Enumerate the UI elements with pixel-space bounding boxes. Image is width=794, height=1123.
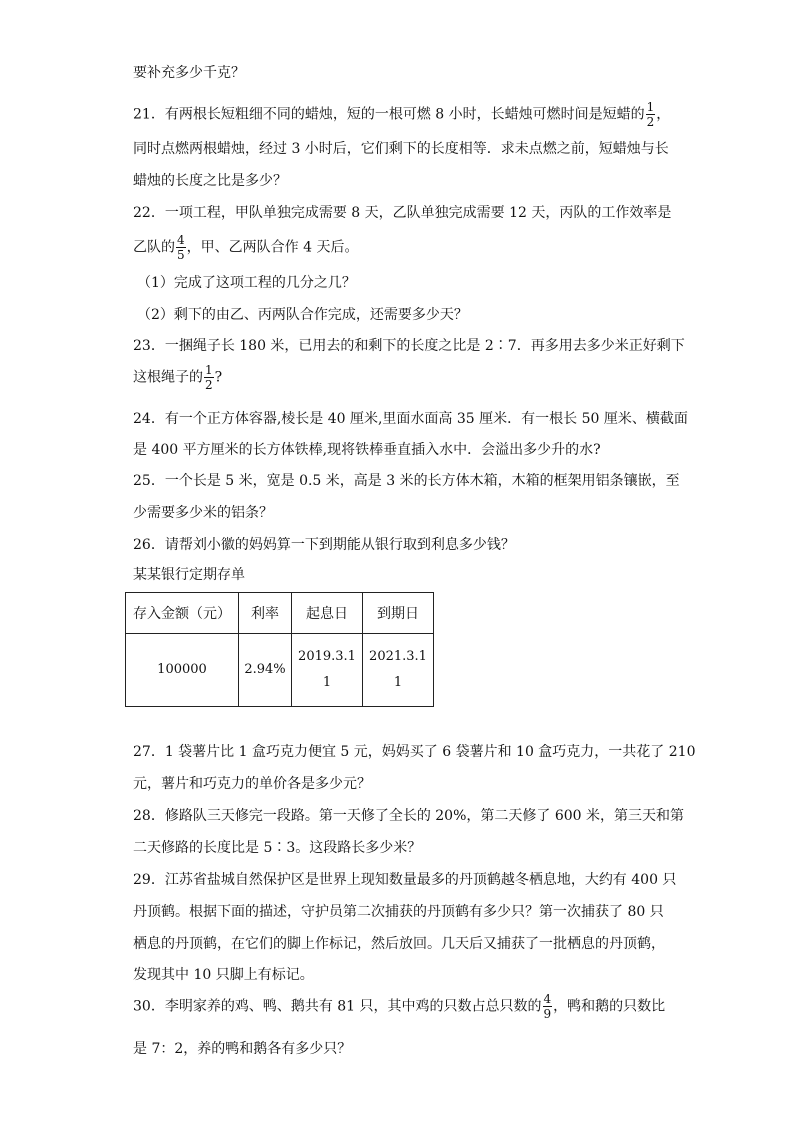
header-end-date: 到期日 — [363, 593, 434, 634]
question-24-line-1: 24．有一个正方体容器,棱长是 40 厘米,里面水面高 35 厘米．有一根长 50 厘米、横截面 — [133, 411, 688, 427]
question-26-line-1: 26．请帮刘小徽的妈妈算一下到期能从银行取到利息多少钱？ — [133, 537, 515, 553]
fraction-four-ninths: $\frac{4}{9}$ — [543, 992, 552, 1021]
fraction-four-fifths: $\frac{4}{5}$ — [177, 233, 185, 262]
deposit-table — [125, 592, 434, 707]
question-23-line-2: 这根绳子的 $\frac{1}{2}$ ? — [133, 363, 223, 392]
cell-amount: 100000 — [126, 634, 239, 707]
header-amount: 存入金额（元） — [126, 593, 239, 634]
question-28-line-2: 二天修路的长度比是 5∶3。这段路长多少米？ — [133, 840, 422, 856]
question-30-line-2: 是 7：2，养的鸭和鹅各有多少只？ — [133, 1041, 352, 1057]
question-20-tail: 要补充多少千克？ — [133, 65, 245, 81]
deposit-slip-caption: 某某银行定期存单 — [133, 567, 245, 583]
cell-start-date: 2019.3.1 1 — [292, 634, 363, 707]
question-25-line-1: 25．一个长是 5 米，宽是 0.5 米，高是 3 米的长方体木箱，木箱的框架用铝条镶嵌，至 — [133, 473, 680, 489]
question-27-line-1: 27．1 袋薯片比 1 盒巧克力便宜 5 元，妈妈买了 6 袋薯片和 10 盒巧克力，一共花了 210 — [133, 744, 696, 760]
question-29-line-3: 栖息的丹顶鹤，在它们的脚上作标记，然后放回。几天后又捕获了一批栖息的丹顶鹤， — [133, 936, 665, 952]
question-27-line-2: 元，薯片和巧克力的单价各是多少元？ — [133, 776, 371, 792]
table-row — [126, 634, 434, 707]
question-29-line-2: 丹顶鹤。根据下面的描述，守护员第二次捕获的丹顶鹤有多少只？第一次捕获了 80 只 — [133, 904, 664, 920]
question-21-line-3: 蜡烛的长度之比是多少？ — [133, 173, 287, 189]
question-22-sub-2: （2）剩下的由乙、丙两队合作完成，还需要多少天？ — [137, 307, 468, 323]
fraction-one-half: $\frac{1}{2}$ — [205, 363, 213, 392]
fraction-one-half: $\frac{1}{2}$ — [646, 100, 655, 129]
cell-end-date: 2021.3.1 1 — [363, 634, 434, 707]
question-22-sub-1: （1）完成了这项工程的几分之几？ — [137, 275, 356, 291]
question-30-line-1: 30．李明家养的鸡、鸭、鹅共有 81 只，其中鸡的只数占总只数的 $\frac{4}{9}$ ，鸭和鹅的只数比 — [133, 992, 666, 1021]
question-25-line-2: 少需要多少米的铝条？ — [133, 505, 273, 521]
table-header-row — [126, 593, 434, 634]
question-21-line-2: 同时点燃两根蜡烛，经过 3 小时后，它们剩下的长度相等．求未点燃之前，短蜡烛与长 — [133, 141, 669, 157]
question-24-line-2: 是 400 平方厘米的长方体铁棒,现将铁棒垂直插入水中．会溢出多少升的水? — [133, 442, 601, 458]
question-29-line-1: 29．江苏省盐城自然保护区是世界上现知数量最多的丹顶鹤越冬栖息地，大约有 400 只 — [133, 872, 677, 888]
question-28-line-1: 28．修路队三天修完一段路。第一天修了全长的 20%，第二天修了 600 米，第三天和第 — [133, 808, 685, 824]
header-rate: 利率 — [239, 593, 292, 634]
cell-rate: 2.94% — [239, 634, 292, 707]
question-29-line-4: 发现其中 10 只脚上有标记。 — [133, 967, 314, 983]
question-23-line-1: 23．一捆绳子长 180 米，已用去的和剩下的长度之比是 2∶7．再多用去多少米正好剩下 — [133, 338, 685, 354]
question-22-line-2: 乙队的 $\frac{4}{5}$ ，甲、乙两队合作 4 天后。 — [133, 233, 359, 262]
header-start-date: 起息日 — [292, 593, 363, 634]
question-22-line-1: 22．一项工程，甲队单独完成需要 8 天，乙队单独完成需要 12 天，丙队的工作效率是 — [133, 205, 672, 221]
question-21-line-1: 21．有两根长短粗细不同的蜡烛，短的一根可燃 8 小时，长蜡烛可燃时间是短蜡的 $\frac{1}{2}$ ， — [133, 100, 671, 129]
